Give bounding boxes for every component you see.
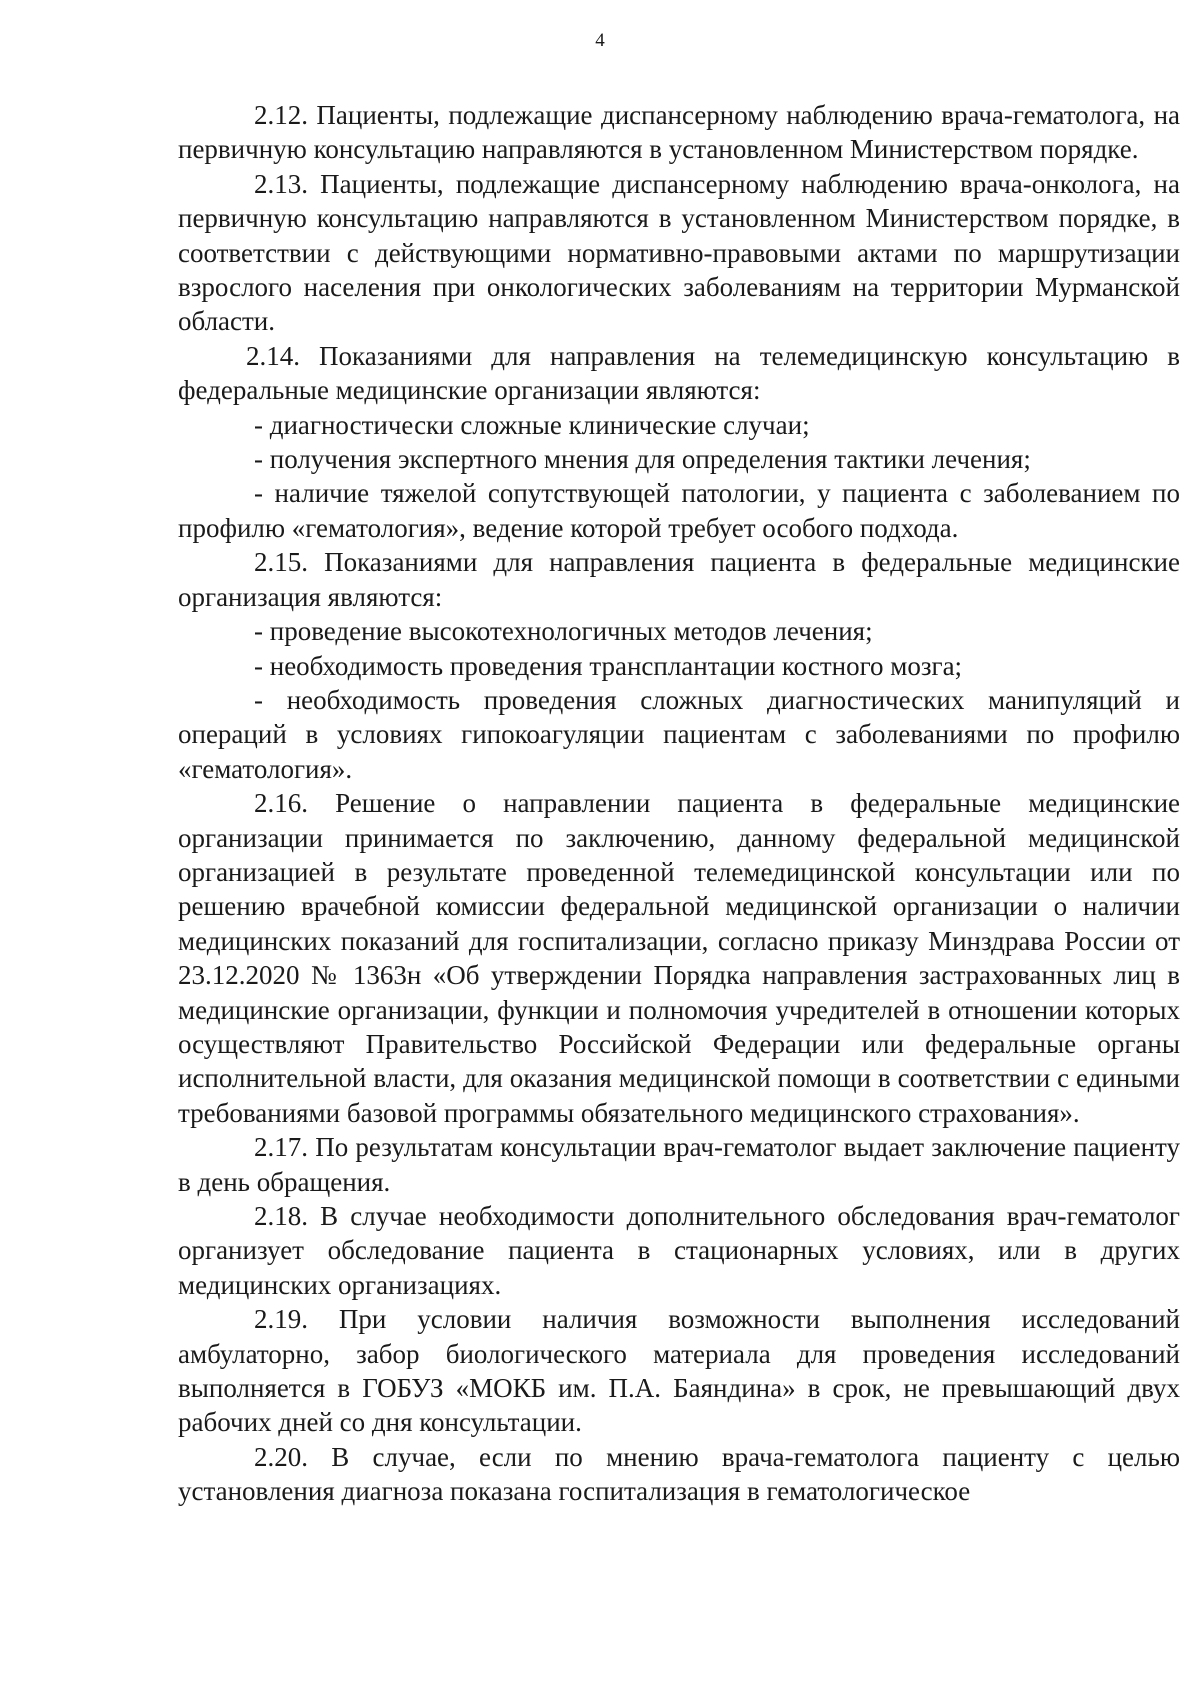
paragraph-2-13: 2.13. Пациенты, подлежащие диспансерному наблюдению врача-онколога, на первичную консультацию направляются в установленном Министерством порядке, в соответствии с действующими нормативно-правовыми актами по маршрутизации взрослого населения при онкологических заболеваниям на территории Мурманской области. [178, 168, 1180, 337]
list-item: - необходимость проведения трансплантации костного мозга; [254, 650, 963, 681]
paragraph-2-18: 2.18. В случае необходимости дополнительного обследования врач-гематолог организует обследование пациента в стационарных условиях, или в других медицинских организациях. [178, 1201, 1180, 1300]
paragraph-2-15: 2.15. Показаниями для направления пациента в федеральные медицинские организация являются: [178, 547, 1180, 612]
list-item: - получения экспертного мнения для определения тактики лечения; [254, 444, 1031, 475]
list-item: - наличие тяжелой сопутствующей патологии, у пациента с заболеванием по профилю «гематология», ведение которой требует особого подхода. [178, 478, 1180, 543]
paragraph-2-20: 2.20. В случае, если по мнению врача-гематолога пациенту с целью установления диагноза показана госпитализация в гематологическое [178, 1441, 1180, 1507]
document-body [178, 98, 1180, 1509]
paragraph-2-19: 2.19. При условии наличия возможности выполнения исследований амбулаторно, забор биологического материала для проведения исследований выполняется в ГОБУЗ «МОКБ им. П.А. Баяндина» в срок, не превышающий двух рабочих дней со дня консультации. [178, 1304, 1180, 1438]
list-item: - проведение высокотехнологичных методов лечения; [254, 616, 873, 647]
list-item: - диагностически сложные клинические случаи; [254, 409, 810, 440]
paragraph-2-17: 2.17. По результатам консультации врач-гематолог выдает заключение пациенту в день обращения. [178, 1132, 1180, 1197]
list-item: - необходимость проведения сложных диагностических манипуляций и операций в условиях гипокоагуляции пациентам с заболеваниями по профилю «гематология». [178, 684, 1180, 784]
page-number: 4 [595, 30, 605, 51]
paragraph-2-14: 2.14. Показаниями для направления на телемедицинскую консультацию в федеральные медицинские организации являются: [178, 340, 1180, 406]
paragraph-2-16: 2.16. Решение о направлении пациента в федеральные медицинские организации принимается по заключению, данному федеральной медицинской организацией в результате проведенной телемедицинской консультации или по решению врачебной комиссии федеральной медицинской организации о наличии медицинских показаний для госпитализации, согласно приказу Минздрава России от 23.12.2020 № 1363н «Об утверждении Порядка направления застрахованных лиц в медицинские организации, функции и полномочия учредителей в отношении которых осуществляют Правительство Российской Федерации или федеральные органы исполнительной власти, для оказания медицинской помощи в соответствии с едиными требованиями базовой программы обязательного медицинского страхования». [178, 788, 1180, 1128]
paragraph-2-12: 2.12. Пациенты, подлежащие диспансерному наблюдению врача-гематолога, на первичную консультацию направляются в установленном Министерством порядке. [178, 100, 1180, 165]
